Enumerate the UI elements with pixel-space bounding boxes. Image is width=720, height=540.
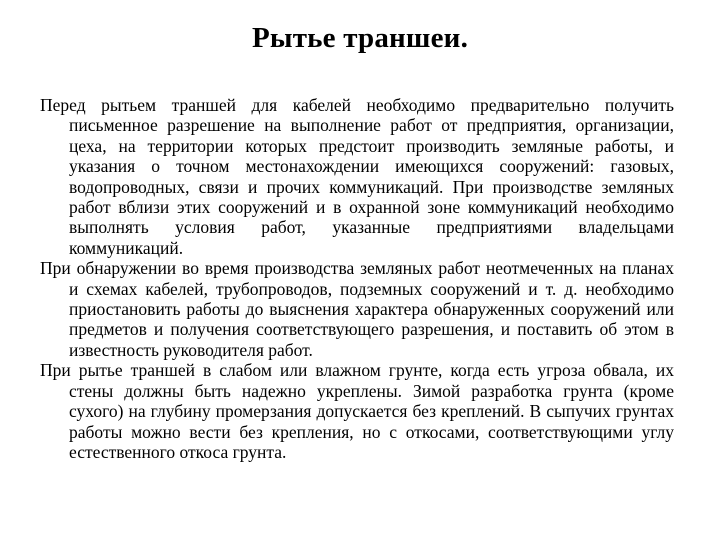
paragraph-permit: Перед рытьем траншей для кабелей необходимо предварительно получить письменное разрешение на выполнение работ от предприятия, организации, цеха, на территории которых предстоит производить земляные работы, и указания о точном местонахождении имеющихся сооружений: газовых, водопроводных, связи и прочих коммуникаций. При производстве земляных работ вблизи этих сооружений и в охранной зоне коммуникаций необходимо выполнять условия работ, указанные предприятиями владельцами коммуникаций. (40, 95, 674, 258)
paragraph-discovery: При обнаружении во время производства земляных работ неотмеченных на планах и схемах кабелей, трубопроводов, подземных сооружений и т. д. необходимо приостановить работы до выяснения характера обнаруженных сооружений или предметов и получения соответствующего разрешения, и поставить об этом в известность руководителя работ. (40, 258, 674, 360)
slide-body (40, 95, 674, 462)
paragraph-soil: При рытье траншей в слабом или влажном грунте, когда есть угроза обвала, их стены должны быть надежно укреплены. Зимой разработка грунта (кроме сухого) на глубину промерзания допускается без креплений. В сыпучих грунтах работы можно вести без крепления, но с откосами, соответствующими углу естественного откоса грунта. (40, 360, 674, 462)
slide-title: Рытье траншеи. (251, 22, 469, 54)
